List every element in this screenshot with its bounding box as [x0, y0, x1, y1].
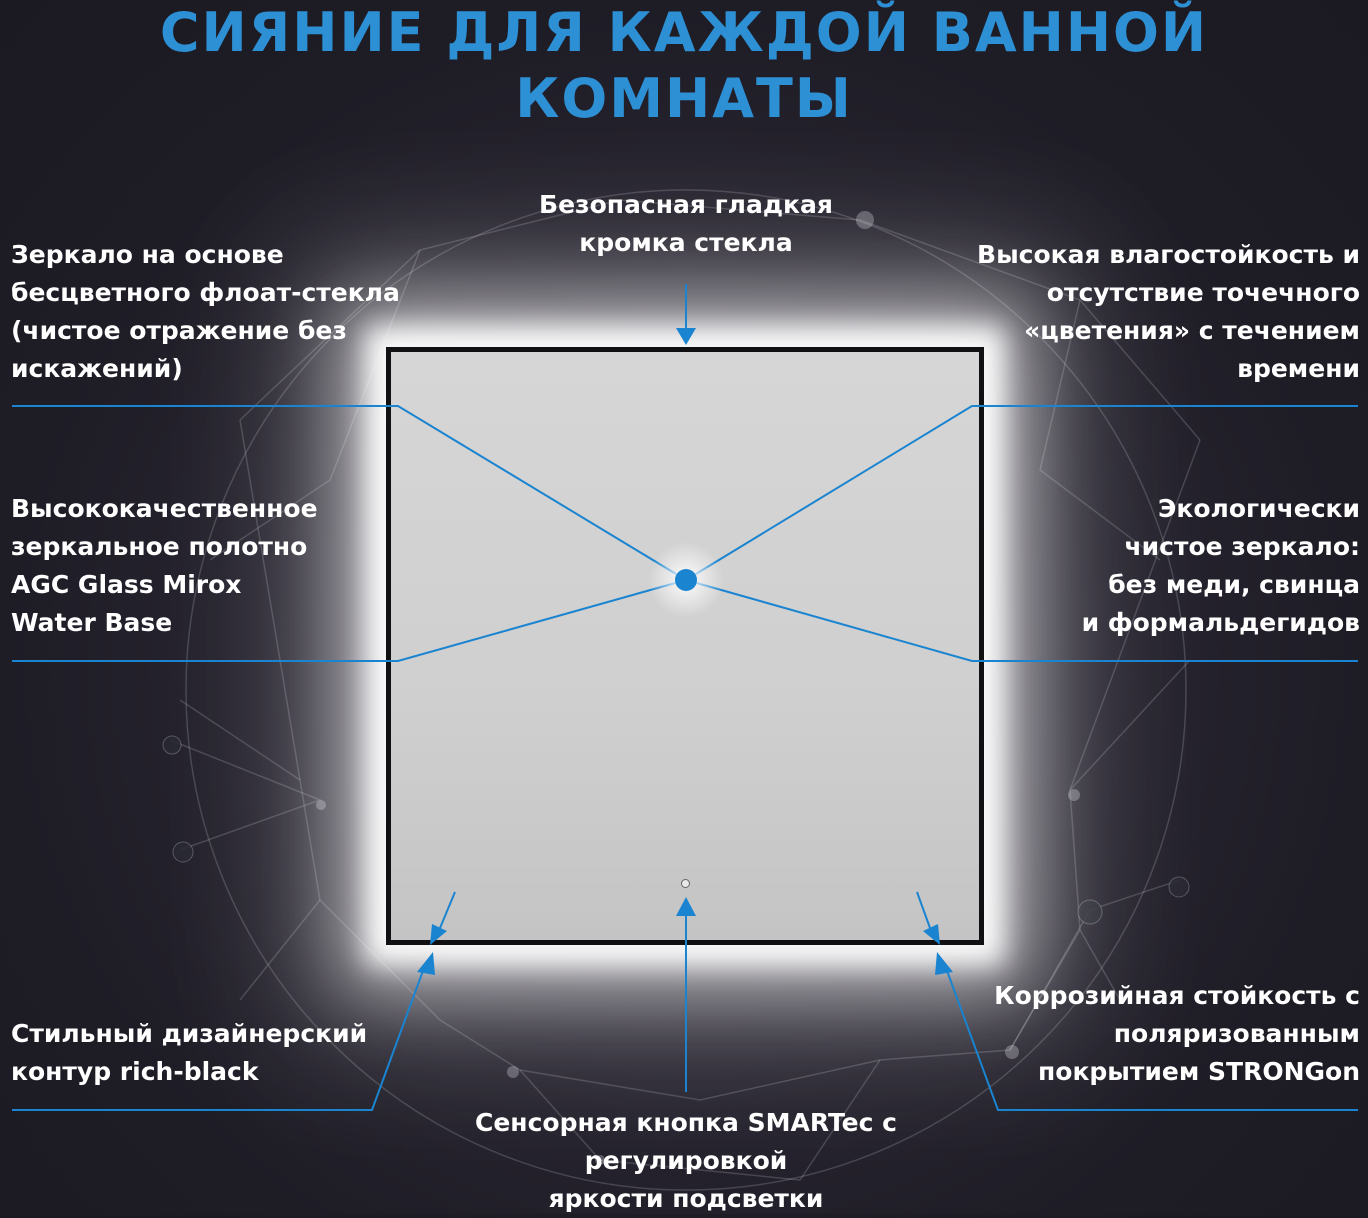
- feature-bottom-left: Стильный дизайнерский контур rich-black: [11, 1019, 368, 1086]
- arrow-head-bottom-center: [676, 897, 696, 916]
- arrow-head-top-center: [676, 328, 696, 345]
- feature-mid-left: Высококачественное зеркальное полотно AGC Glass Mirox Water Base: [11, 494, 318, 637]
- feature-top-right: Высокая влагостойкость и отсутствие точечного «цветения» с течением времени: [977, 240, 1360, 383]
- feature-bottom-center: Сенсорная кнопка SMARTec с регулировкой яркости подсветки: [475, 1108, 897, 1213]
- arrow-head-bottom-left-inner: [430, 924, 447, 945]
- feature-top-left: Зеркало на основе бесцветного флоат-стекла (чистое отражение без искажений): [11, 240, 400, 383]
- arrow-head-bottom-left-outer: [417, 952, 435, 975]
- arrow-head-bottom-right-outer: [935, 952, 953, 975]
- arrow-line-bottom-right-inner: [917, 892, 930, 928]
- arrow-head-bottom-right-inner: [923, 924, 940, 945]
- center-dot: [675, 569, 697, 591]
- feature-mid-right: Экологически чистое зеркало: без меди, свинца и формальдегидов: [1081, 494, 1360, 637]
- feature-top-center: Безопасная гладкая кромка стекла: [539, 190, 833, 257]
- feature-bottom-right: Коррозийная стойкость с поляризованным покрытием STRONGon: [994, 981, 1360, 1086]
- page-title: СИЯНИЕ ДЛЯ КАЖДОЙ ВАННОЙ КОМНАТЫ: [159, 1, 1209, 130]
- arrow-line-bottom-left-inner: [440, 892, 455, 928]
